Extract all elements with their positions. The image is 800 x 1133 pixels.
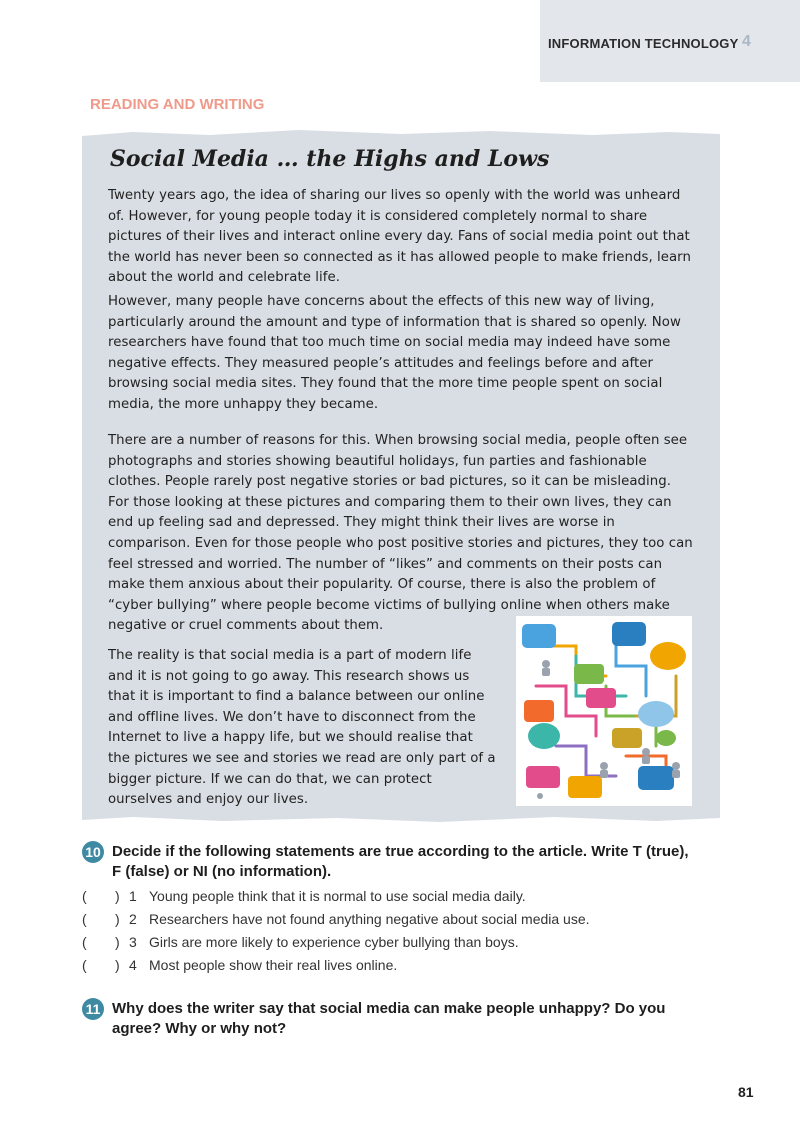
statement-row [82,934,722,956]
unit-number: 4 [742,33,751,50]
answer-blank-close: ) [115,957,120,973]
statement-text: Most people show their real lives online. [149,957,398,973]
statement-number: 4 [129,957,137,973]
article-paragraph-1: Twenty years ago, the idea of sharing our lives so openly with the world was unheard of. However, for young people today it is considered completely normal to share pictures of their lives and interact online every day. Fans of social media point out that the world has never been so connected as it has allowed people to make friends, learn about the world and celebrate life. [108,188,691,286]
answer-blank-close: ) [115,934,120,950]
exercise-10-instruction [112,842,712,882]
statement-row [82,911,722,933]
unit-title: INFORMATION TECHNOLOGY [548,36,739,51]
exercise-11-number-badge: 11 [82,998,104,1020]
exercise-11-question-line2: agree? Why or why not? [112,1020,287,1037]
statement-text: Researchers have not found anything negative about social media use. [149,911,590,927]
article-paragraph-2: However, many people have concerns about the effects of this new way of living, particularly around the amount and type of information that is shared so openly. Now researchers have found that too much time on social media may indeed have some negative effects. They measured people’s attitudes and feelings before and after browsing social media sites. They found that the more time people spent on social media, the more unhappy they became. [108,294,681,412]
exercise-11-question-line1: Why does the writer say that social media can make people unhappy? Do you [112,1000,666,1017]
statement-number: 3 [129,934,137,950]
answer-blank-open: ( [82,911,87,927]
page-number: 81 [738,1084,754,1100]
answer-blank-open: ( [82,888,87,904]
article-paragraph-3: There are a number of reasons for this. When browsing social media, people often see photographs and stories showing beautiful holidays, fun parties and fashionable clothes. People rarely post negative stories or bad pictures, so it can be misleading. For those looking at these pictures and comparing them to their own lives, they can end up feeling sad and depressed. They might think their lives are worse in comparison. Even for those people who post positive stories and pictures, they too can feel stressed and worried. The number of “likes” and comments on their posts can make them anxious about their popularity. Of course, there is also the problem of “cyber bullying” where people become victims of bullying online when others make negative or cruel comments about them. [108,433,693,634]
social-network-collage-image [516,616,692,806]
article-title: Social Media … the Highs and Lows [110,146,550,172]
statement-row [82,957,722,979]
answer-blank-close: ) [115,888,120,904]
statement-number: 2 [129,911,137,927]
statement-text: Young people think that it is normal to use social media daily. [149,888,526,904]
answer-blank-open: ( [82,934,87,950]
statement-text: Girls are more likely to experience cyber bullying than boys. [149,934,519,950]
answer-blank-close: ) [115,911,120,927]
exercise-10-instruction-line1: Decide if the following statements are true according to the article. Write T (true), [112,843,689,860]
section-label: READING AND WRITING [90,96,265,113]
statement-row [82,888,722,910]
exercise-10-instruction-line2: F (false) or NI (no information). [112,863,332,880]
exercise-11-question [112,999,712,1039]
article-paragraph-4: The reality is that social media is a part of modern life and it is not going to go away. This research shows us that it is important to find a balance between our online and offline lives. We don’t have to disconnect from the Internet to live a happy life, but we should realise that the pictures we see and stories we read are only part of a bigger picture. If we can do that, we can protect ourselves and enjoy our lives. [108,648,496,808]
statement-number: 1 [129,888,137,904]
answer-blank-open: ( [82,957,87,973]
exercise-10-number-badge: 10 [82,841,104,863]
